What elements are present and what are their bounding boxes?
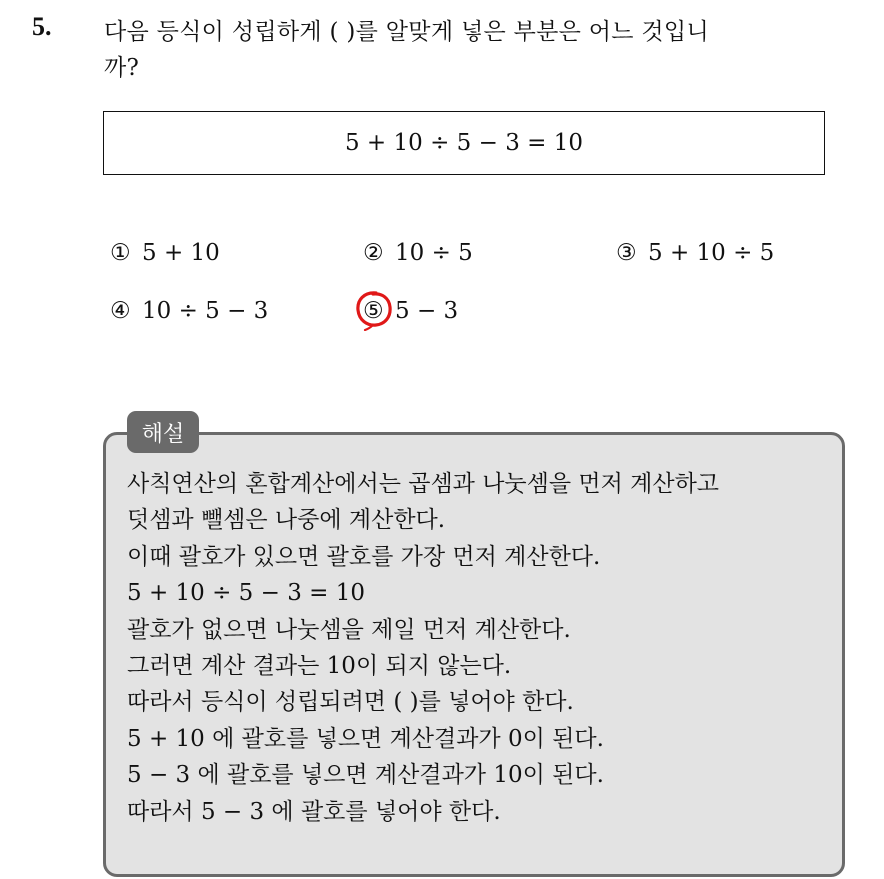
explanation-line: 사칙연산의 혼합계산에서는 곱셈과 나눗셈을 먼저 계산하고 xyxy=(127,471,720,497)
explanation-line: 그러면 계산 결과는 10이 되지 않는다. xyxy=(127,652,512,679)
question-number: 5. xyxy=(32,12,52,41)
explanation-line: 괄호가 없으면 나눗셈을 제일 먼저 계산한다. xyxy=(127,616,571,643)
choice-number: ① xyxy=(110,240,131,266)
explanation-line: 5 − 3 에 괄호를 넣으면 계산결과가 10이 된다. xyxy=(127,762,604,789)
choice-text: 10 ÷ 5 xyxy=(395,240,473,266)
choice-number: ④ xyxy=(110,298,131,324)
choice-number: ③ xyxy=(616,240,637,266)
explanation-label: 해설 xyxy=(127,411,199,453)
choice-text: 10 ÷ 5 − 3 xyxy=(142,298,269,324)
equation-text: 5 + 10 ÷ 5 − 3 = 10 xyxy=(344,130,583,156)
explanation-line: 5 + 10 에 괄호를 넣으면 계산결과가 0이 된다. xyxy=(127,725,604,752)
question-text xyxy=(104,14,864,86)
choice-1[interactable] xyxy=(110,240,220,266)
choice-text: 5 − 3 xyxy=(395,298,459,324)
explanation-line: 이때 괄호가 있으면 괄호를 가장 먼저 계산한다. xyxy=(127,543,601,570)
choice-number: ⑤ xyxy=(363,298,384,324)
choice-3[interactable] xyxy=(616,240,774,266)
explanation-line: 5 + 10 ÷ 5 − 3 = 10 xyxy=(127,580,366,607)
answer-circle-mark xyxy=(354,289,394,331)
choice-2[interactable] xyxy=(363,240,473,266)
explanation-text xyxy=(127,466,837,830)
question-text-line: 까? xyxy=(104,55,140,81)
equation-box xyxy=(103,111,825,175)
choice-text: 5 + 10 xyxy=(142,240,220,266)
explanation-line: 따라서 등식이 성립되려면 ( )를 넣어야 한다. xyxy=(127,689,574,716)
choice-number: ② xyxy=(363,240,384,266)
choice-text: 5 + 10 ÷ 5 xyxy=(648,240,775,266)
explanation-line: 따라서 5 − 3 에 괄호를 넣어야 한다. xyxy=(127,798,501,825)
question-text-line: 다음 등식이 성립하게 ( )를 알맞게 넣은 부분은 어느 것입니 xyxy=(104,19,709,45)
choice-4[interactable] xyxy=(110,298,268,324)
explanation-line: 덧셈과 뺄셈은 나중에 계산한다. xyxy=(127,507,446,534)
